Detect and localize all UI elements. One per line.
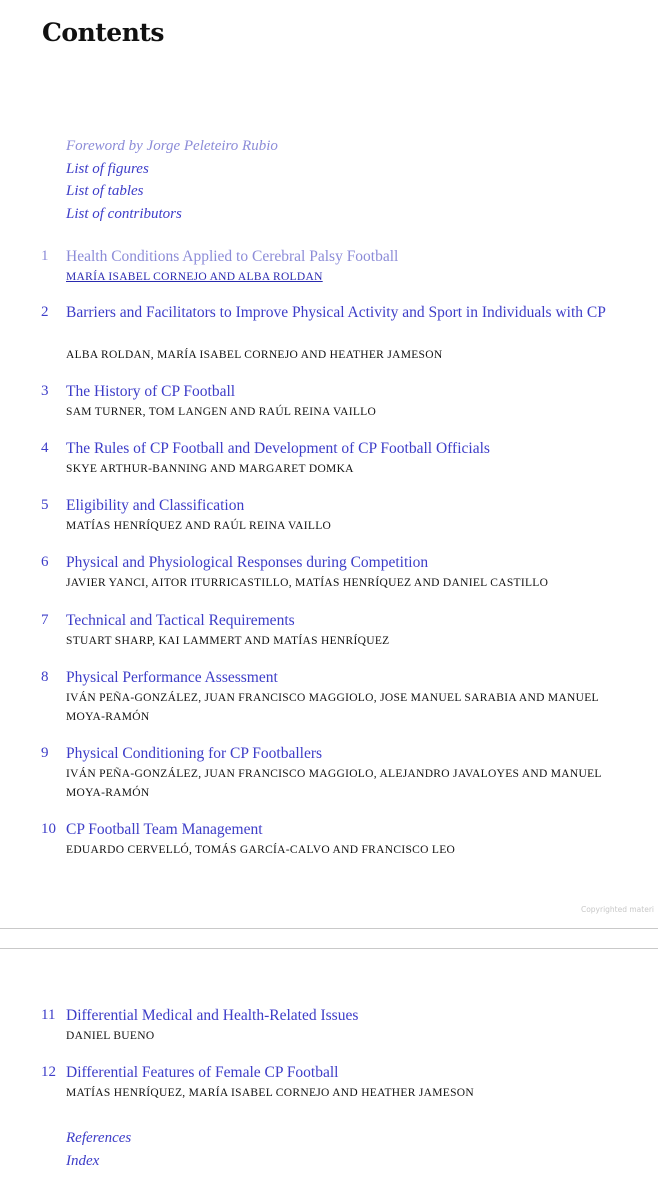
toc-link-list-of-figures[interactable]: List of figures <box>66 160 149 177</box>
chapter-authors: SKYE ARTHUR-BANNING AND MARGARET DOMKA <box>66 463 354 475</box>
chapter-title-link[interactable]: Technical and Tactical Requirements <box>66 612 295 629</box>
chapter-number: 11 <box>41 1007 56 1023</box>
chapter-authors: ALBA ROLDAN, MARÍA ISABEL CORNEJO AND HEATHER JAMESON <box>66 349 443 361</box>
chapter-number: 6 <box>41 554 49 570</box>
chapter-title-link[interactable]: Differential Features of Female CP Football <box>66 1064 339 1081</box>
chapter-authors: MATÍAS HENRÍQUEZ, MARÍA ISABEL CORNEJO AND HEATHER JAMESON <box>66 1087 474 1099</box>
chapter-number: 12 <box>41 1064 56 1080</box>
chapter-title-link[interactable]: Physical and Physiological Responses during Competition <box>66 554 429 571</box>
toc-link-list-of-tables[interactable]: List of tables <box>66 183 144 199</box>
chapter-number: 2 <box>41 304 49 320</box>
chapter-number: 4 <box>41 440 49 456</box>
copyright-watermark: Copyrighted materi <box>580 905 654 914</box>
chapter-number: 8 <box>41 669 49 685</box>
chapter-title-link[interactable]: The History of CP Football <box>66 383 236 400</box>
chapter-authors: STUART SHARP, KAI LAMMERT AND MATÍAS HENRÍQUEZ <box>66 635 390 647</box>
chapter-number: 1 <box>41 248 49 264</box>
toc-link-index[interactable]: Index <box>66 1152 100 1169</box>
toc-link-list-of-contributors[interactable]: List of contributors <box>66 205 182 222</box>
chapter-authors: MATÍAS HENRÍQUEZ AND RAÚL REINA VAILLO <box>66 520 332 532</box>
chapter-authors: SAM TURNER, TOM LANGEN AND RAÚL REINA VAILLO <box>66 406 377 418</box>
back-matter-list <box>66 1127 131 1172</box>
chapter-title-link[interactable]: CP Football Team Management <box>66 821 263 838</box>
chapter-authors: IVÁN PEÑA-GONZÁLEZ, JUAN FRANCISCO MAGGIOLO, JOSE MANUEL SARABIA AND MANUEL MOYA-RAMÓN <box>66 692 599 723</box>
chapter-title-link[interactable]: Physical Performance Assessment <box>66 669 278 686</box>
chapter-title-link[interactable]: Health Conditions Applied to Cerebral Palsy Football <box>66 248 399 265</box>
chapter-authors-link[interactable]: MARÍA ISABEL CORNEJO AND ALBA ROLDAN <box>66 271 323 283</box>
chapter-number: 3 <box>41 383 49 399</box>
chapter-number: 10 <box>41 821 56 837</box>
chapter-authors: DANIEL BUENO <box>66 1030 155 1042</box>
chapter-title-link[interactable]: Eligibility and Classification <box>66 497 245 514</box>
chapter-title-link[interactable]: The Rules of CP Football and Development of CP Football Officials <box>66 440 490 457</box>
chapter-title-link[interactable]: Differential Medical and Health-Related Issues <box>66 1007 359 1024</box>
toc-link-references[interactable]: References <box>66 1130 132 1146</box>
page-divider <box>0 928 658 929</box>
chapter-title-link[interactable]: Physical Conditioning for CP Footballers <box>66 745 323 762</box>
chapter-authors: IVÁN PEÑA-GONZÁLEZ, JUAN FRANCISCO MAGGIOLO, ALEJANDRO JAVALOYES AND MANUEL MOYA-RAMÓN <box>66 768 602 799</box>
toc-link-foreword[interactable]: Foreword by Jorge Peleteiro Rubio <box>66 138 278 154</box>
chapter-authors: EDUARDO CERVELLÓ, TOMÁS GARCÍA-CALVO AND FRANCISCO LEO <box>66 844 456 856</box>
chapter-number: 7 <box>41 612 49 628</box>
chapter-number: 5 <box>41 497 49 513</box>
page-divider <box>0 948 658 949</box>
chapter-number: 9 <box>41 745 49 761</box>
chapter-authors: JAVIER YANCI, AITOR ITURRICASTILLO, MATÍAS HENRÍQUEZ AND DANIEL CASTILLO <box>66 577 549 589</box>
page-title: Contents <box>42 18 165 47</box>
front-matter-list <box>66 135 278 225</box>
chapter-title-link[interactable]: Barriers and Facilitators to Improve Physical Activity and Sport in Individuals with CP <box>66 304 606 321</box>
